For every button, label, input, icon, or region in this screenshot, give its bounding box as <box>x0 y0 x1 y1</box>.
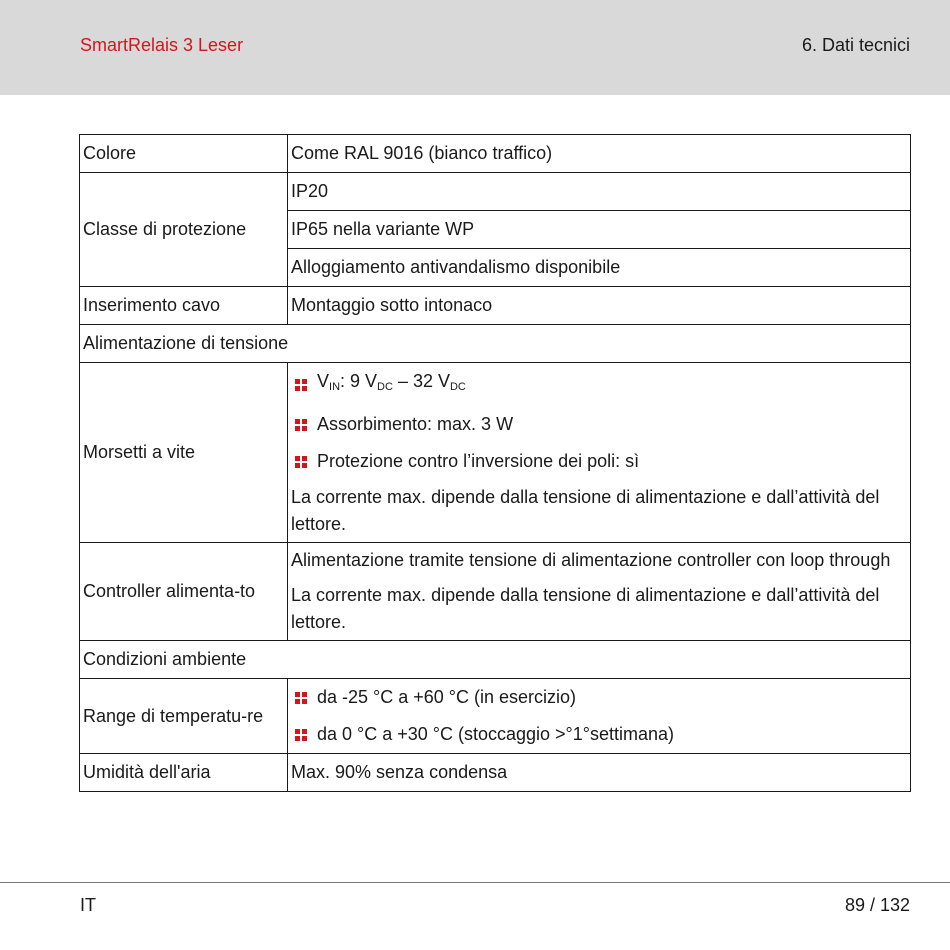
table-row <box>80 173 911 211</box>
list-item <box>291 443 907 480</box>
footer-divider <box>0 882 950 883</box>
list-item-text: da 0 °C a +30 °C (stoccaggio >°1°settimana) <box>317 724 674 744</box>
section-title: 6. Dati tecnici <box>801 35 910 55</box>
controller-text: Alimentazione tramite tensione di alimentazione controller con loop through <box>291 550 891 570</box>
table-row <box>80 679 911 754</box>
bullet-icon <box>295 692 307 704</box>
bullet-icon <box>295 419 307 431</box>
row-value: Montaggio sotto intonaco <box>288 287 911 325</box>
list-item <box>291 679 907 716</box>
page-number: 89 / 132 <box>844 895 910 915</box>
row-label: Classe di protezione <box>80 173 288 287</box>
list-item <box>291 363 907 406</box>
row-label: Morsetti a vite <box>80 363 288 543</box>
note-text: La corrente max. dipende dalla tensione di alimentazione e dall’attività del lettore. <box>291 487 880 534</box>
table-row <box>80 363 911 543</box>
list-item <box>291 406 907 443</box>
bullet-icon <box>295 456 307 468</box>
note-text: La corrente max. dipende dalla tensione di alimentazione e dall’attività del lettore. <box>291 585 880 632</box>
table-row <box>80 135 911 173</box>
row-value <box>288 679 911 754</box>
vin-text: $V_{IN}$: 9 $V_{DC} - 32$ $V_{DC}$ <box>317 371 466 393</box>
section-heading: Condizioni ambiente <box>80 641 911 679</box>
page-header <box>0 0 950 95</box>
tech-spec-table <box>79 134 911 792</box>
row-value: Alloggiamento antivandalismo disponibile <box>288 249 911 287</box>
row-label: Controller alimenta-to <box>80 543 288 641</box>
row-label: Inserimento cavo <box>80 287 288 325</box>
section-heading: Alimentazione di tensione <box>80 325 911 363</box>
table-row <box>80 754 911 792</box>
row-value <box>288 363 911 543</box>
row-value: Come RAL 9016 (bianco traffico) <box>288 135 911 173</box>
list-item-text: Assorbimento: max. 3 W <box>317 414 514 434</box>
bullet-icon <box>295 729 307 741</box>
row-value: IP20 <box>288 173 911 211</box>
table-row <box>80 641 911 679</box>
row-value <box>288 543 911 641</box>
bullet-icon <box>295 379 307 391</box>
row-label: Colore <box>80 135 288 173</box>
row-value: IP65 nella variante WP <box>288 211 911 249</box>
row-value: Max. 90% senza condensa <box>288 754 911 792</box>
list-item-text: Protezione contro l’inversione dei poli: sì <box>317 451 640 471</box>
list-item <box>291 716 907 753</box>
table-row <box>80 325 911 363</box>
row-label: Range di temperatu-re <box>80 679 288 754</box>
product-title: SmartRelais 3 Leser <box>80 35 244 55</box>
list-item-text: da -25 °C a +60 °C (in esercizio) <box>317 687 577 707</box>
row-label: Umidità dell'aria <box>80 754 288 792</box>
table-row <box>80 543 911 641</box>
language-code: IT <box>80 895 96 915</box>
table-row <box>80 287 911 325</box>
